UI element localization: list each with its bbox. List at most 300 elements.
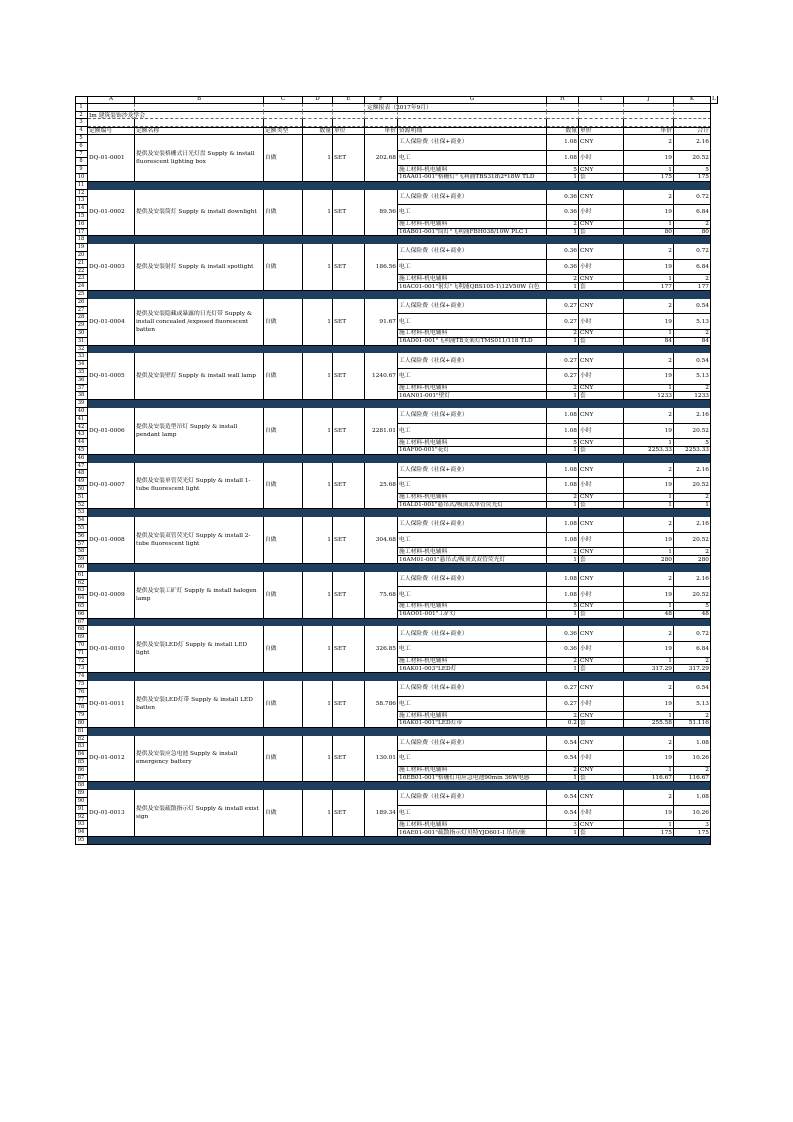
row-number[interactable]: 83 (75, 743, 88, 751)
resource-price[interactable]: 84 (624, 338, 674, 346)
item-type[interactable]: 自做 (264, 681, 303, 728)
resource-qty[interactable]: 0.27 (547, 697, 579, 713)
item-code[interactable]: DQ-01-0006 (88, 408, 135, 455)
resource-name[interactable]: 工人保险费（社保+商业） (398, 736, 547, 752)
row-number[interactable]: 91 (75, 806, 88, 814)
resource-unit[interactable]: 小时 (579, 587, 624, 603)
item-name[interactable]: 提供及安装壁灯 Supply & install wall lamp (135, 353, 264, 400)
row-number[interactable]: 37 (75, 385, 88, 393)
item-qty[interactable]: 1 (303, 681, 333, 728)
resource-price[interactable]: 19 (624, 205, 674, 221)
item-unit[interactable]: SET (333, 135, 365, 182)
row-number[interactable]: 61 (75, 572, 88, 580)
resource-total[interactable]: 6.84 (674, 642, 711, 658)
resource-price[interactable]: 1 (624, 712, 674, 720)
resource-total[interactable]: 2 (674, 221, 711, 229)
resource-name[interactable]: 施工材料-机电辅料 (398, 439, 547, 447)
resource-name[interactable]: 工人保险费（社保+商业） (398, 681, 547, 697)
resource-unit[interactable]: 小时 (579, 478, 624, 494)
resource-qty[interactable]: 1.08 (547, 408, 579, 424)
row-number[interactable]: 28 (75, 314, 88, 322)
item-name[interactable]: 提供及安装LED灯带 Supply & install LED batten (135, 681, 264, 728)
resource-price[interactable]: 2 (624, 517, 674, 533)
resource-price[interactable]: 2 (624, 190, 674, 206)
item-unit[interactable]: SET (333, 353, 365, 400)
row-number[interactable]: 12 (75, 190, 88, 198)
resource-unit[interactable]: 小时 (579, 533, 624, 549)
item-code[interactable]: DQ-01-0007 (88, 463, 135, 510)
resource-price[interactable]: 2 (624, 626, 674, 642)
column-header[interactable]: C (264, 96, 303, 104)
item-price[interactable]: 186.56 (365, 244, 398, 291)
resource-price[interactable]: 1 (624, 275, 674, 283)
item-qty[interactable]: 1 (303, 517, 333, 564)
resource-qty[interactable]: 0.36 (547, 205, 579, 221)
resource-unit[interactable]: 套 (579, 775, 624, 783)
resource-total[interactable]: 2 (674, 275, 711, 283)
resource-price[interactable]: 1 (624, 494, 674, 502)
row-number[interactable]: 71 (75, 650, 88, 658)
resource-price[interactable]: 116.67 (624, 775, 674, 783)
resource-name[interactable]: 16AM01-001"悬吊式/吸顶式双管荧光灯 (398, 556, 547, 564)
resource-price[interactable]: 2 (624, 572, 674, 588)
resource-price[interactable]: 1 (624, 221, 674, 229)
row-number[interactable]: 82 (75, 736, 88, 744)
row-number[interactable]: 25 (75, 291, 88, 299)
row-number[interactable]: 62 (75, 580, 88, 588)
row-number[interactable]: 60 (75, 564, 88, 572)
resource-total[interactable]: 80 (674, 229, 711, 237)
resource-total[interactable]: 2.16 (674, 408, 711, 424)
resource-total[interactable]: 10.26 (674, 751, 711, 767)
row-number[interactable]: 93 (75, 821, 88, 829)
item-code[interactable]: DQ-01-0001 (88, 135, 135, 182)
resource-total[interactable]: 1.08 (674, 736, 711, 752)
resource-qty[interactable]: 0.27 (547, 353, 579, 369)
resource-unit[interactable]: 套 (579, 556, 624, 564)
row-number[interactable]: 77 (75, 697, 88, 705)
row-number[interactable]: 92 (75, 814, 88, 822)
resource-total[interactable]: 20.52 (674, 587, 711, 603)
resource-name[interactable]: 电工 (398, 424, 547, 440)
row-number[interactable]: 42 (75, 424, 88, 432)
column-header[interactable]: L (712, 96, 716, 102)
row-number[interactable]: 16 (75, 221, 88, 229)
grid-cell[interactable] (365, 119, 398, 127)
resource-price[interactable]: 317.29 (624, 665, 674, 673)
item-unit[interactable]: SET (333, 572, 365, 619)
item-qty[interactable]: 1 (303, 408, 333, 455)
resource-name[interactable]: 施工材料-机电辅料 (398, 767, 547, 775)
resource-total[interactable]: 1233 (674, 392, 711, 400)
resource-qty[interactable]: 1.08 (547, 572, 579, 588)
resource-qty[interactable]: 1.08 (547, 478, 579, 494)
row-number[interactable]: 51 (75, 494, 88, 502)
resource-total[interactable]: 5 (674, 439, 711, 447)
row-number[interactable]: 44 (75, 439, 88, 447)
row-number[interactable]: 27 (75, 307, 88, 315)
resource-name[interactable]: 工人保险费（社保+商业） (398, 244, 547, 260)
resource-unit[interactable]: 套 (579, 392, 624, 400)
item-price[interactable]: 202.68 (365, 135, 398, 182)
item-name[interactable]: 提供及安装工矿灯 Supply & install halogen lamp (135, 572, 264, 619)
resource-price[interactable]: 19 (624, 314, 674, 330)
resource-qty[interactable]: 0.54 (547, 751, 579, 767)
row-number[interactable]: 57 (75, 541, 88, 549)
item-qty[interactable]: 1 (303, 135, 333, 182)
resource-unit[interactable]: CNY (579, 548, 624, 556)
resource-total[interactable]: 51.116 (674, 720, 711, 728)
row-number[interactable]: 89 (75, 790, 88, 798)
row-number[interactable]: 39 (75, 400, 88, 408)
item-price[interactable]: 189.34 (365, 790, 398, 837)
row-number[interactable]: 78 (75, 704, 88, 712)
resource-total[interactable]: 0.54 (674, 681, 711, 697)
column-header[interactable]: J (624, 96, 674, 104)
row-number[interactable]: 9 (75, 166, 88, 174)
row-number[interactable]: 23 (75, 275, 88, 283)
resource-price[interactable]: 1 (624, 821, 674, 829)
resource-qty[interactable]: 0.27 (547, 299, 579, 315)
resource-total[interactable]: 280 (674, 556, 711, 564)
resource-unit[interactable]: CNY (579, 790, 624, 806)
resource-qty[interactable]: 1.08 (547, 587, 579, 603)
resource-price[interactable]: 175 (624, 829, 674, 837)
column-header[interactable]: B (135, 96, 264, 104)
resource-price[interactable]: 175 (624, 174, 674, 182)
item-price[interactable]: 58.786 (365, 681, 398, 728)
resource-unit[interactable]: CNY (579, 353, 624, 369)
resource-name[interactable]: 施工材料-机电辅料 (398, 166, 547, 174)
row-number[interactable]: 8 (75, 158, 88, 166)
row-number[interactable]: 22 (75, 268, 88, 276)
resource-price[interactable]: 19 (624, 806, 674, 822)
row-number[interactable]: 29 (75, 322, 88, 330)
resource-price[interactable]: 19 (624, 478, 674, 494)
resource-unit[interactable]: CNY (579, 767, 624, 775)
resource-name[interactable]: 施工材料-机电辅料 (398, 821, 547, 829)
resource-qty[interactable]: 1.08 (547, 135, 579, 151)
row-number[interactable]: 19 (75, 244, 88, 252)
resource-name[interactable]: 工人保险费（社保+商业） (398, 190, 547, 206)
resource-qty[interactable]: 2 (547, 548, 579, 556)
resource-qty[interactable]: 2 (547, 221, 579, 229)
resource-unit[interactable]: CNY (579, 681, 624, 697)
resource-total[interactable]: 10.26 (674, 806, 711, 822)
resource-price[interactable]: 19 (624, 697, 674, 713)
column-header[interactable]: G (398, 96, 547, 104)
item-qty[interactable]: 1 (303, 626, 333, 673)
resource-name[interactable]: 工人保险费（社保+商业） (398, 463, 547, 479)
row-number[interactable]: 4 (75, 127, 88, 135)
row-number[interactable]: 6 (75, 143, 88, 151)
resource-unit[interactable]: CNY (579, 494, 624, 502)
resource-qty[interactable]: 2 (547, 658, 579, 666)
resource-name[interactable]: 施工材料-机电辅料 (398, 603, 547, 611)
corner-cell[interactable] (75, 96, 88, 104)
row-number[interactable]: 34 (75, 361, 88, 369)
resource-total[interactable]: 2 (674, 658, 711, 666)
resource-unit[interactable]: CNY (579, 821, 624, 829)
item-unit[interactable]: SET (333, 517, 365, 564)
resource-name[interactable]: 施工材料-机电辅料 (398, 385, 547, 393)
resource-name[interactable]: 16AA01-001"格栅灯"飞利浦TBS318\2*18W TLD (398, 174, 547, 182)
resource-total[interactable]: 48 (674, 611, 711, 619)
resource-unit[interactable]: CNY (579, 275, 624, 283)
resource-unit[interactable]: 套 (579, 229, 624, 237)
row-number[interactable]: 66 (75, 611, 88, 619)
grid-cell[interactable] (579, 119, 624, 127)
resource-price[interactable]: 2 (624, 299, 674, 315)
row-number[interactable]: 17 (75, 229, 88, 237)
resource-price[interactable]: 19 (624, 533, 674, 549)
row-number[interactable]: 45 (75, 447, 88, 455)
resource-name[interactable]: 施工材料-机电辅料 (398, 330, 547, 338)
resource-unit[interactable]: 小时 (579, 751, 624, 767)
item-unit[interactable]: SET (333, 408, 365, 455)
item-qty[interactable]: 1 (303, 353, 333, 400)
row-number[interactable]: 30 (75, 330, 88, 338)
item-code[interactable]: DQ-01-0004 (88, 299, 135, 346)
resource-unit[interactable]: CNY (579, 463, 624, 479)
resource-qty[interactable]: 2 (547, 767, 579, 775)
resource-unit[interactable]: CNY (579, 736, 624, 752)
grid-cell[interactable] (547, 119, 579, 127)
grid-cell[interactable] (398, 112, 547, 120)
item-price[interactable]: 75.68 (365, 572, 398, 619)
resource-unit[interactable]: CNY (579, 385, 624, 393)
grid-cell[interactable] (303, 112, 333, 120)
row-number[interactable]: 80 (75, 720, 88, 728)
resource-name[interactable]: 16AE01-001"疏散指示灯贝特YJD601-I 吊挂/嵌 (398, 829, 547, 837)
row-number[interactable]: 20 (75, 252, 88, 260)
resource-total[interactable]: 3 (674, 821, 711, 829)
item-qty[interactable]: 1 (303, 572, 333, 619)
resource-name[interactable]: 施工材料-机电辅料 (398, 221, 547, 229)
grid-cell[interactable] (333, 112, 365, 120)
item-price[interactable]: 25.68 (365, 463, 398, 510)
resource-price[interactable]: 280 (624, 556, 674, 564)
resource-name[interactable]: 电工 (398, 478, 547, 494)
grid-cell[interactable] (547, 112, 579, 120)
row-number[interactable]: 7 (75, 151, 88, 159)
item-qty[interactable]: 1 (303, 736, 333, 783)
row-number[interactable]: 90 (75, 798, 88, 806)
resource-unit[interactable]: CNY (579, 626, 624, 642)
resource-total[interactable]: 2.16 (674, 463, 711, 479)
item-name[interactable]: 提供及安装隐藏或暴露的日光灯带 Supply & install concealed /exposed fluorescent batten (135, 299, 264, 346)
resource-qty[interactable]: 5 (547, 166, 579, 174)
row-number[interactable]: 79 (75, 712, 88, 720)
column-header[interactable]: A (88, 96, 135, 104)
resource-name[interactable]: 施工材料-机电辅料 (398, 712, 547, 720)
grid-cell[interactable] (674, 112, 711, 120)
item-price[interactable]: 130.01 (365, 736, 398, 783)
resource-total[interactable]: 1 (674, 502, 711, 510)
resource-price[interactable]: 177 (624, 283, 674, 291)
resource-total[interactable]: 175 (674, 174, 711, 182)
row-number[interactable]: 15 (75, 213, 88, 221)
resource-name[interactable]: 16AF00-001"花灯 (398, 447, 547, 455)
resource-unit[interactable]: 套 (579, 502, 624, 510)
resource-total[interactable]: 177 (674, 283, 711, 291)
item-code[interactable]: DQ-01-0011 (88, 681, 135, 728)
resource-qty[interactable]: 0.36 (547, 642, 579, 658)
resource-total[interactable]: 20.52 (674, 151, 711, 167)
resource-unit[interactable]: CNY (579, 299, 624, 315)
grid-cell[interactable] (624, 119, 674, 127)
resource-price[interactable]: 1 (624, 548, 674, 556)
resource-total[interactable]: 5.13 (674, 697, 711, 713)
item-code[interactable]: DQ-01-0008 (88, 517, 135, 564)
resource-name[interactable]: 16AN01-001"壁灯 (398, 392, 547, 400)
row-number[interactable]: 64 (75, 595, 88, 603)
item-qty[interactable]: 1 (303, 190, 333, 237)
item-name[interactable]: 提供及安装双管荧光灯 Supply & install 2-tube fluorescent light (135, 517, 264, 564)
resource-total[interactable]: 116.67 (674, 775, 711, 783)
resource-qty[interactable]: 5 (547, 439, 579, 447)
row-number[interactable]: 73 (75, 665, 88, 673)
row-number[interactable]: 87 (75, 775, 88, 783)
resource-qty[interactable]: 5 (547, 603, 579, 611)
item-type[interactable]: 自做 (264, 463, 303, 510)
resource-name[interactable]: 电工 (398, 697, 547, 713)
item-name[interactable]: 提供及安装造型吊灯 Supply & install pendant lamp (135, 408, 264, 455)
item-price[interactable]: 2281.01 (365, 408, 398, 455)
row-number[interactable]: 32 (75, 346, 88, 354)
resource-name[interactable]: 电工 (398, 260, 547, 276)
resource-qty[interactable]: 1.08 (547, 151, 579, 167)
row-number[interactable]: 54 (75, 517, 88, 525)
resource-qty[interactable]: 1 (547, 283, 579, 291)
resource-unit[interactable]: 小时 (579, 314, 624, 330)
item-qty[interactable]: 1 (303, 299, 333, 346)
resource-qty[interactable]: 0.54 (547, 790, 579, 806)
resource-name[interactable]: 电工 (398, 587, 547, 603)
resource-price[interactable]: 2 (624, 736, 674, 752)
item-qty[interactable]: 1 (303, 790, 333, 837)
resource-name[interactable]: 电工 (398, 642, 547, 658)
resource-price[interactable]: 19 (624, 587, 674, 603)
row-number[interactable]: 63 (75, 587, 88, 595)
item-unit[interactable]: SET (333, 681, 365, 728)
resource-name[interactable]: 工人保险费（社保+商业） (398, 353, 547, 369)
grid-cell[interactable] (624, 112, 674, 120)
resource-unit[interactable]: 小时 (579, 424, 624, 440)
resource-total[interactable]: 5.13 (674, 369, 711, 385)
resource-price[interactable]: 19 (624, 642, 674, 658)
resource-unit[interactable]: 套 (579, 447, 624, 455)
resource-total[interactable]: 2 (674, 494, 711, 502)
resource-qty[interactable]: 1.08 (547, 517, 579, 533)
row-number[interactable]: 95 (75, 837, 88, 845)
item-code[interactable]: DQ-01-0005 (88, 353, 135, 400)
row-number[interactable]: 67 (75, 619, 88, 627)
grid-cell[interactable] (333, 119, 365, 127)
row-number[interactable]: 69 (75, 634, 88, 642)
resource-qty[interactable]: 2 (547, 494, 579, 502)
row-number[interactable]: 18 (75, 236, 88, 244)
row-number[interactable]: 36 (75, 377, 88, 385)
resource-name[interactable]: 电工 (398, 806, 547, 822)
item-price[interactable]: 326.85 (365, 626, 398, 673)
resource-total[interactable]: 2253.33 (674, 447, 711, 455)
row-number[interactable]: 72 (75, 658, 88, 666)
resource-price[interactable]: 2 (624, 353, 674, 369)
resource-total[interactable]: 20.52 (674, 424, 711, 440)
grid-cell[interactable] (264, 112, 303, 120)
resource-qty[interactable]: 0.36 (547, 260, 579, 276)
resource-price[interactable]: 1 (624, 658, 674, 666)
resource-unit[interactable]: 套 (579, 720, 624, 728)
resource-name[interactable]: 电工 (398, 369, 547, 385)
resource-total[interactable]: 0.72 (674, 244, 711, 260)
item-code[interactable]: DQ-01-0009 (88, 572, 135, 619)
row-number[interactable]: 14 (75, 205, 88, 213)
resource-total[interactable]: 0.72 (674, 190, 711, 206)
resource-name[interactable]: 16AK01-003"LED灯 (398, 665, 547, 673)
resource-qty[interactable]: 1 (547, 665, 579, 673)
item-code[interactable]: DQ-01-0012 (88, 736, 135, 783)
column-header[interactable]: F (365, 96, 398, 104)
resource-unit[interactable]: CNY (579, 439, 624, 447)
grid-cell[interactable] (579, 112, 624, 120)
resource-qty[interactable]: 0.54 (547, 806, 579, 822)
resource-total[interactable]: 1.08 (674, 790, 711, 806)
item-type[interactable]: 自做 (264, 790, 303, 837)
item-name[interactable]: 提供及安装射灯 Supply & install spotlight (135, 244, 264, 291)
resource-total[interactable]: 6.84 (674, 205, 711, 221)
resource-total[interactable]: 0.54 (674, 353, 711, 369)
item-type[interactable]: 自做 (264, 353, 303, 400)
resource-name[interactable]: 电工 (398, 314, 547, 330)
column-header[interactable]: I (579, 96, 624, 104)
item-price[interactable]: 89.56 (365, 190, 398, 237)
resource-name[interactable]: 电工 (398, 151, 547, 167)
resource-total[interactable]: 0.54 (674, 299, 711, 315)
resource-unit[interactable]: CNY (579, 330, 624, 338)
resource-name[interactable]: 施工材料-机电辅料 (398, 548, 547, 556)
resource-name[interactable]: 电工 (398, 533, 547, 549)
item-code[interactable]: DQ-01-0010 (88, 626, 135, 673)
resource-name[interactable]: 施工材料-机电辅料 (398, 494, 547, 502)
resource-total[interactable]: 0.72 (674, 626, 711, 642)
resource-qty[interactable]: 1.08 (547, 424, 579, 440)
resource-total[interactable]: 317.29 (674, 665, 711, 673)
row-number[interactable]: 85 (75, 759, 88, 767)
resource-name[interactable]: 16AD01-001"飞利浦T8支架灯TMS011/118 TLD (398, 338, 547, 346)
resource-name[interactable]: 16AO01-001"工矿灯 (398, 611, 547, 619)
resource-name[interactable]: 电工 (398, 205, 547, 221)
item-unit[interactable]: SET (333, 790, 365, 837)
resource-total[interactable]: 2 (674, 548, 711, 556)
row-number[interactable]: 38 (75, 392, 88, 400)
resource-price[interactable]: 1 (624, 603, 674, 611)
row-number[interactable]: 50 (75, 486, 88, 494)
resource-name[interactable]: 电工 (398, 751, 547, 767)
item-unit[interactable]: SET (333, 190, 365, 237)
resource-unit[interactable]: 小时 (579, 151, 624, 167)
row-number[interactable]: 3 (75, 119, 88, 127)
resource-total[interactable]: 6.84 (674, 260, 711, 276)
resource-qty[interactable]: 2 (547, 275, 579, 283)
resource-unit[interactable]: 套 (579, 174, 624, 182)
item-type[interactable]: 自做 (264, 408, 303, 455)
resource-unit[interactable]: 套 (579, 611, 624, 619)
item-price[interactable]: 1240.67 (365, 353, 398, 400)
row-number[interactable]: 52 (75, 502, 88, 510)
resource-price[interactable]: 2253.33 (624, 447, 674, 455)
